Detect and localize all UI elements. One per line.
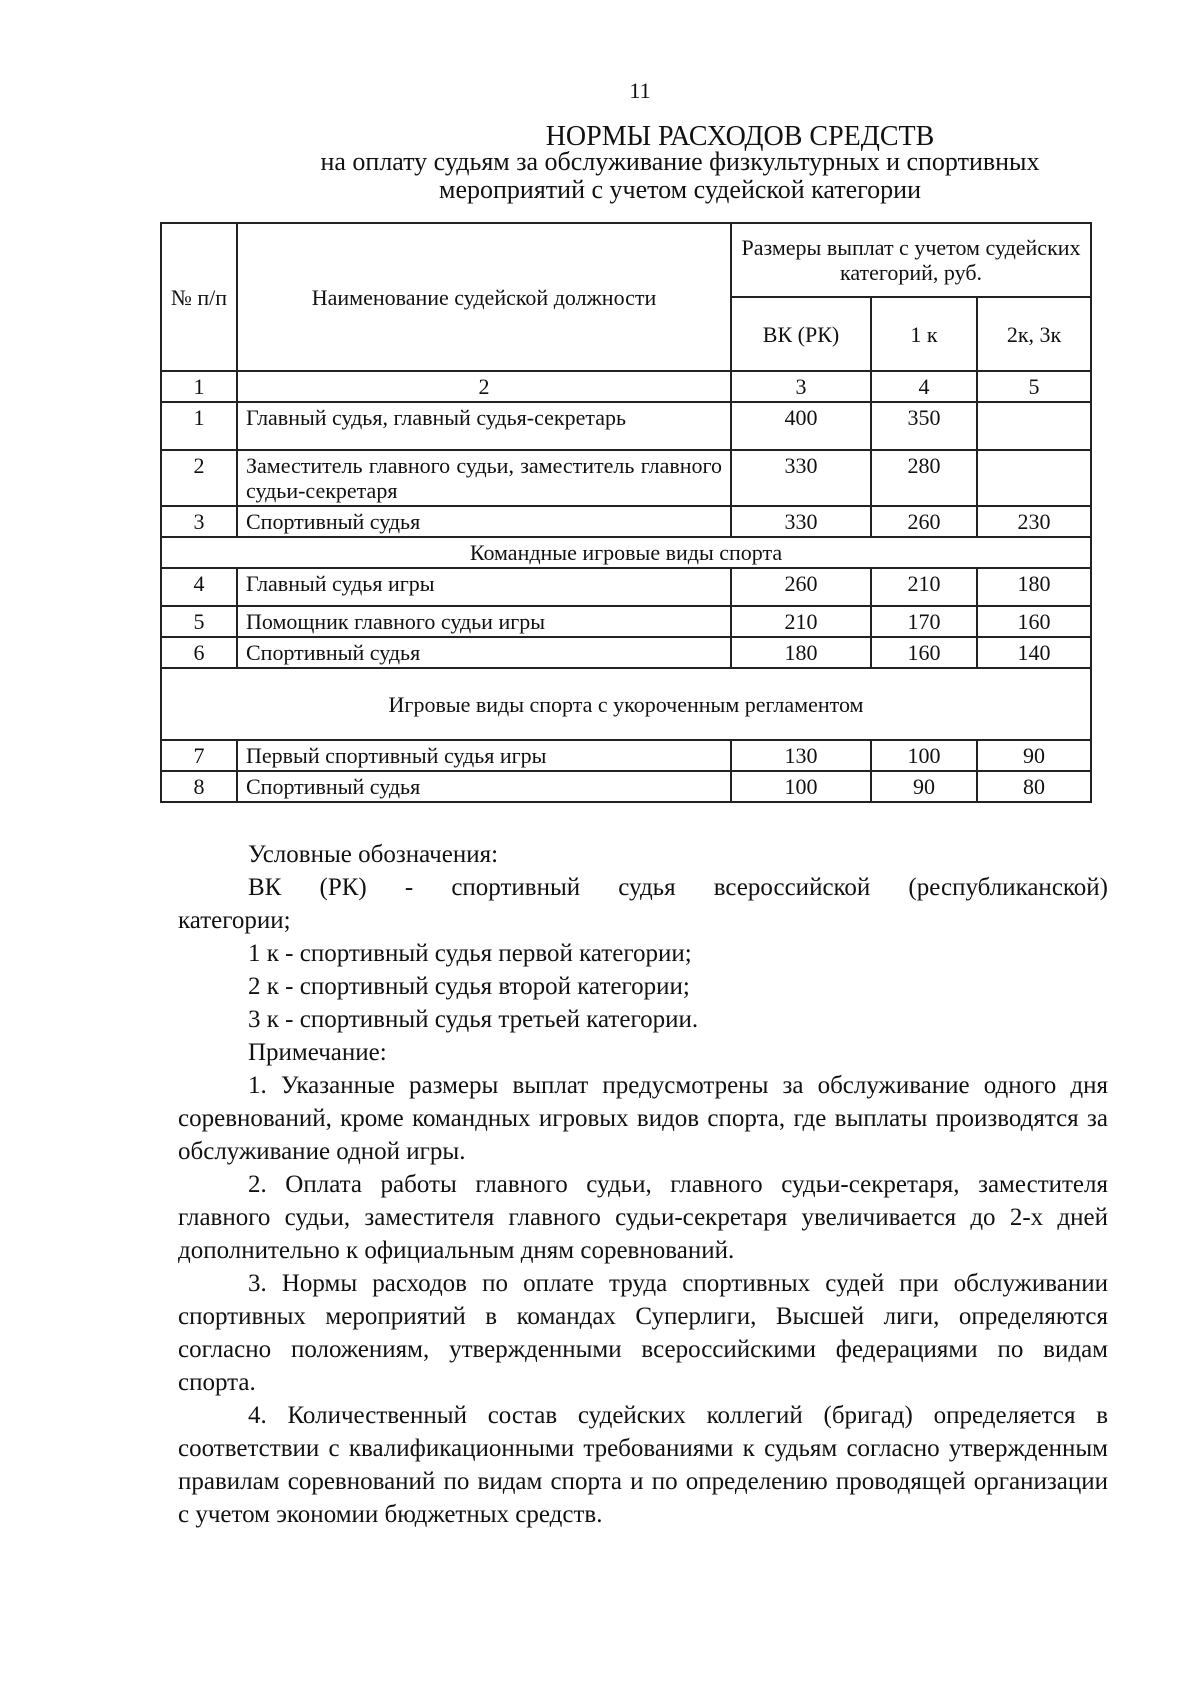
header-sizes: Размеры выплат с учетом судейских категорий, руб. bbox=[731, 223, 1091, 297]
position-name: Спортивный судья bbox=[237, 637, 731, 668]
notes-section bbox=[178, 838, 1108, 1531]
row-number: 6 bbox=[161, 637, 237, 668]
table-row bbox=[161, 450, 1091, 506]
amount-vk: 130 bbox=[731, 740, 871, 771]
position-name: Главный судья, главный судья-секретарь bbox=[237, 402, 731, 450]
amount-1k: 170 bbox=[871, 606, 977, 637]
amount-1k: 100 bbox=[871, 740, 977, 771]
col-number: 3 bbox=[731, 371, 871, 402]
note-4: 4. Количественный состав судейских коллегий (бригад) определяется в соответствии с квалификационными требованиями к судьям согласно утвержденным правилам соревнований по видам спорта и по определению проводящей организации с учетом экономии бюджетных средств. bbox=[178, 1402, 1108, 1528]
legend-vk-line1: ВК (РК) - спортивный судья всероссийской (республиканской) bbox=[248, 874, 1108, 901]
section-title-short-regulation: Игровые виды спорта с укороченным регламентом bbox=[161, 668, 1091, 740]
row-number: 1 bbox=[161, 402, 237, 450]
row-number: 3 bbox=[161, 506, 237, 537]
note-1: 1. Указанные размеры выплат предусмотрены за обслуживание одного дня соревнований, кроме командных игровых видов спорта, где выплаты производятся за обслуживание одной игры. bbox=[178, 1072, 1108, 1165]
section-row bbox=[161, 537, 1091, 568]
row-number: 7 bbox=[161, 740, 237, 771]
table-row bbox=[161, 771, 1091, 802]
col-number: 4 bbox=[871, 371, 977, 402]
row-number: 4 bbox=[161, 568, 237, 606]
header-num: № п/п bbox=[161, 223, 237, 371]
amount-vk: 180 bbox=[731, 637, 871, 668]
legend-3k: 3 к - спортивный судья третьей категории. bbox=[248, 1006, 699, 1033]
amount-1k: 280 bbox=[871, 450, 977, 506]
row-number: 2 bbox=[161, 450, 237, 506]
subtitle-line-2: мероприятий с учетом судейской категории bbox=[439, 175, 921, 204]
amount-vk: 400 bbox=[731, 402, 871, 450]
amount-23k: 180 bbox=[977, 568, 1091, 606]
amount-1k: 260 bbox=[871, 506, 977, 537]
row-number: 8 bbox=[161, 771, 237, 802]
amount-23k: 160 bbox=[977, 606, 1091, 637]
amount-vk: 100 bbox=[731, 771, 871, 802]
table-row bbox=[161, 568, 1091, 606]
amount-vk: 330 bbox=[731, 450, 871, 506]
position-name: Заместитель главного судьи, заместитель главного судьи-секретаря bbox=[237, 450, 731, 506]
table-row bbox=[161, 606, 1091, 637]
legend-vk-line2: категории; bbox=[178, 907, 291, 934]
row-number: 5 bbox=[161, 606, 237, 637]
amount-23k: 230 bbox=[977, 506, 1091, 537]
section-title-team-sports: Командные игровые виды спорта bbox=[161, 537, 1091, 568]
document-subtitle bbox=[280, 148, 1080, 204]
position-name: Помощник главного судьи игры bbox=[237, 606, 731, 637]
subtitle-line-1: на оплату судьям за обслуживание физкультурных и спортивных bbox=[320, 147, 1040, 176]
amount-vk: 260 bbox=[731, 568, 871, 606]
header-cat-1k: 1 к bbox=[871, 297, 977, 371]
amount-vk: 330 bbox=[731, 506, 871, 537]
col-number: 5 bbox=[977, 371, 1091, 402]
table-row bbox=[161, 402, 1091, 450]
table-row bbox=[161, 740, 1091, 771]
amount-23k: 80 bbox=[977, 771, 1091, 802]
amount-23k bbox=[977, 450, 1091, 506]
amount-1k: 350 bbox=[871, 402, 977, 450]
header-cat-23k: 2к, 3к bbox=[977, 297, 1091, 371]
section-row bbox=[161, 668, 1091, 740]
note-3: 3. Нормы расходов по оплате труда спортивных судей при обслуживании спортивных мероприятий в командах Суперлиги, Высшей лиги, определяются согласно положениям, утвержденными всероссийскими федерациями по видам спорта. bbox=[178, 1270, 1108, 1396]
table-row bbox=[161, 506, 1091, 537]
amount-1k: 160 bbox=[871, 637, 977, 668]
position-name: Главный судья игры bbox=[237, 568, 731, 606]
document-title: НОРМЫ РАСХОДОВ СРЕДСТВ bbox=[545, 121, 935, 152]
notes-heading: Примечание: bbox=[248, 1039, 387, 1066]
amount-1k: 90 bbox=[871, 771, 977, 802]
header-cat-vk: ВК (РК) bbox=[731, 297, 871, 371]
position-name: Спортивный судья bbox=[237, 506, 731, 537]
norms-table bbox=[160, 222, 1092, 803]
col-number: 2 bbox=[237, 371, 731, 402]
page-number: 11 bbox=[629, 78, 651, 103]
position-name: Спортивный судья bbox=[237, 771, 731, 802]
legend-heading: Условные обозначения: bbox=[248, 841, 499, 868]
col-number: 1 bbox=[161, 371, 237, 402]
legend-1k: 1 к - спортивный судья первой категории; bbox=[248, 940, 692, 967]
position-name: Первый спортивный судья игры bbox=[237, 740, 731, 771]
amount-23k: 140 bbox=[977, 637, 1091, 668]
amount-23k: 90 bbox=[977, 740, 1091, 771]
amount-vk: 210 bbox=[731, 606, 871, 637]
header-name: Наименование судейской должности bbox=[237, 223, 731, 371]
table-row bbox=[161, 637, 1091, 668]
note-2: 2. Оплата работы главного судьи, главного судьи-секретаря, заместителя главного судьи, заместителя главного судьи-секретаря увеличивается до 2-х дней дополнительно к официальным дням соревнований. bbox=[178, 1171, 1108, 1264]
column-numbers-row bbox=[161, 371, 1091, 402]
legend-2k: 2 к - спортивный судья второй категории; bbox=[248, 973, 690, 1000]
amount-23k bbox=[977, 402, 1091, 450]
amount-1k: 210 bbox=[871, 568, 977, 606]
